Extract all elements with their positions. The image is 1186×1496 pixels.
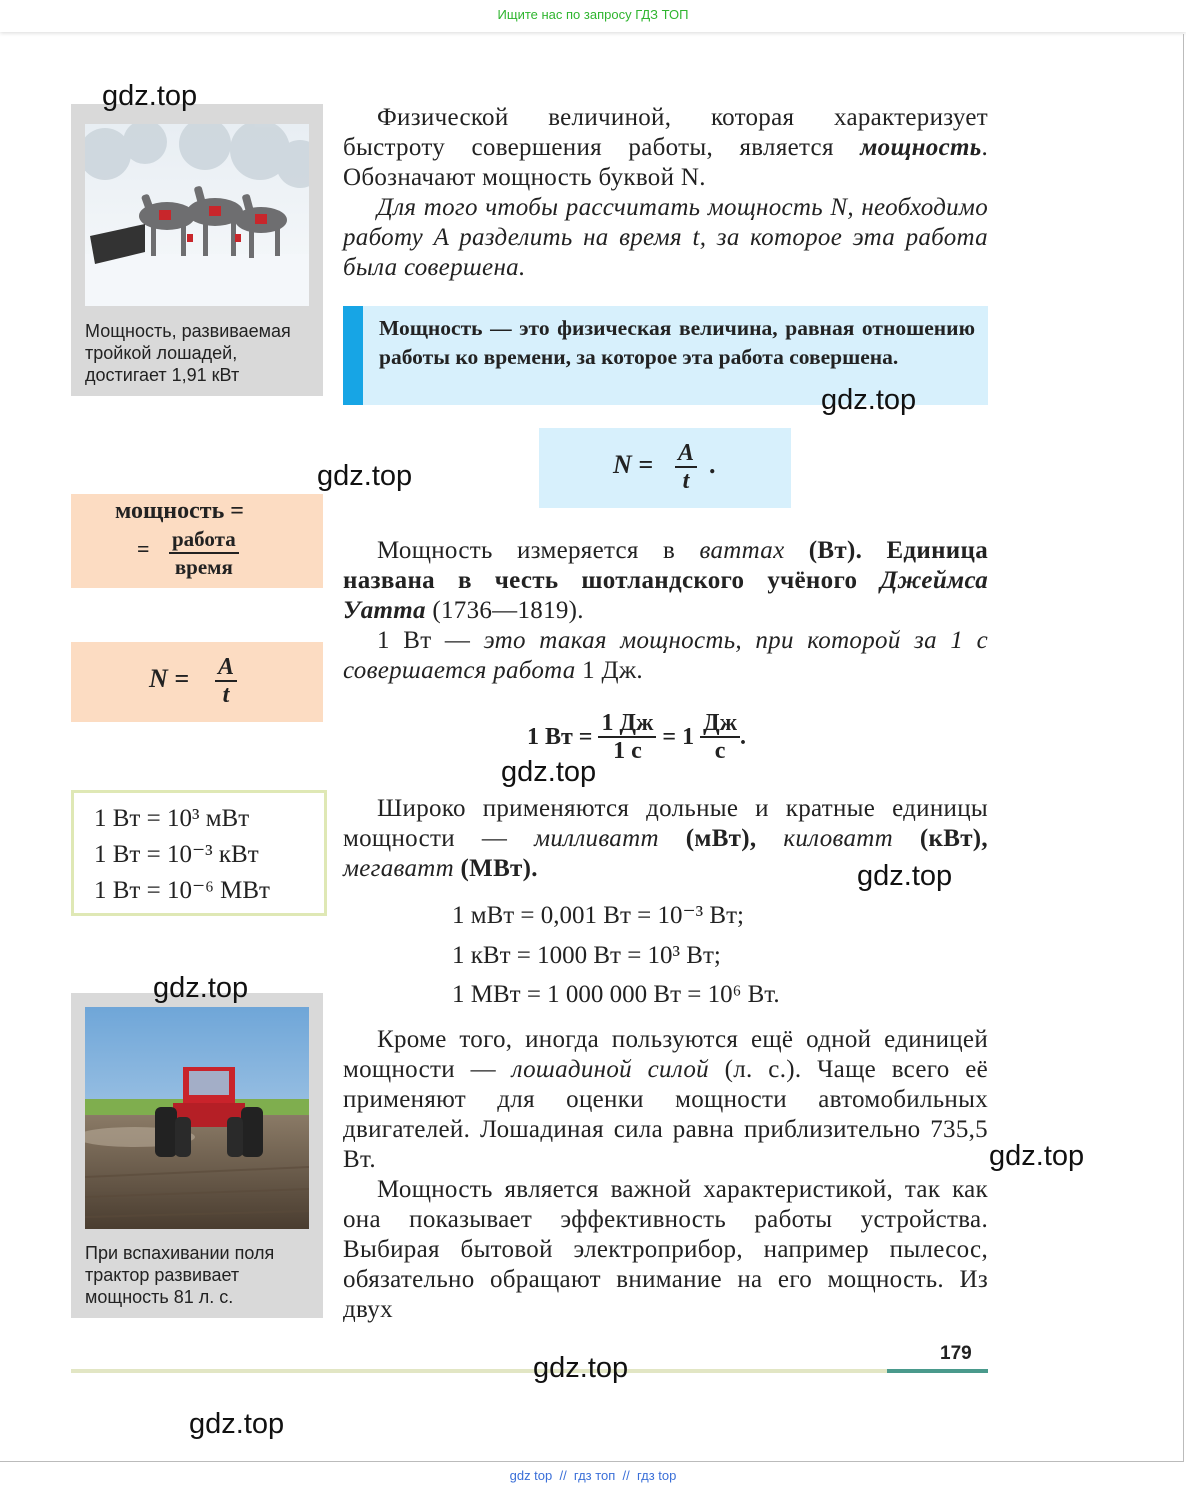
paragraph-definition-intro bbox=[343, 103, 988, 193]
p5-text-d: (МВт). bbox=[454, 855, 538, 882]
symbol-formula-num: A bbox=[215, 654, 237, 682]
watt-formula-num2: Дж bbox=[700, 710, 740, 738]
p4-text-b: это такая мощность, при которой за 1 с совершается работа bbox=[343, 627, 988, 684]
troika-photo bbox=[85, 124, 309, 306]
watt-formula-mid: = 1 bbox=[662, 724, 695, 750]
p3-unit: ваттах bbox=[699, 537, 785, 564]
watt-formula-num1: 1 Дж bbox=[598, 710, 656, 738]
p1-text-a: Физической величиной, которая характеризует быстроту совершения работы, является bbox=[343, 104, 988, 161]
units-box bbox=[71, 790, 327, 916]
p4-text-a: 1 Вт — bbox=[377, 627, 484, 654]
p3-text-b: (Вт). Единица названа в честь шотландского учёного bbox=[343, 537, 988, 594]
main-formula-num: A bbox=[675, 440, 697, 468]
definition-term: Мощность bbox=[379, 316, 483, 340]
top-banner bbox=[0, 0, 1186, 32]
word-formula-den: время bbox=[174, 555, 233, 579]
symbol-formula-box bbox=[71, 642, 323, 722]
p2-text: Для того чтобы рассчитать мощность N, необходимо работу A разделить на время t, за которое эта работа была совершена. bbox=[343, 194, 988, 281]
symbol-formula-fraction bbox=[215, 654, 237, 708]
word-formula-fraction bbox=[169, 526, 239, 580]
paragraph-horsepower bbox=[343, 1025, 988, 1175]
p4-text-c: 1 Дж. bbox=[575, 657, 643, 684]
main-formula-den: t bbox=[682, 468, 690, 494]
photo-box-tractor bbox=[71, 993, 323, 1318]
watermark: gdz.top bbox=[189, 1408, 285, 1440]
watt-formula-frac2 bbox=[700, 710, 740, 764]
paragraph-one-watt bbox=[343, 626, 988, 686]
watermark: gdz.top bbox=[989, 1140, 1085, 1172]
main-formula-end: . bbox=[709, 450, 716, 479]
conversion-line-1: 1 мВт = 0,001 Вт = 10⁻³ Вт; bbox=[452, 902, 744, 929]
page-footer-accent bbox=[887, 1369, 988, 1373]
page-border-right bbox=[1183, 34, 1184, 1462]
p1-term: мощность bbox=[860, 134, 982, 161]
p5-text-c: (кВт), bbox=[892, 825, 988, 852]
word-formula-lhs: мощность = bbox=[115, 498, 244, 524]
tractor-photo bbox=[85, 1007, 309, 1229]
watermark: gdz.top bbox=[501, 756, 597, 788]
watt-formula-end: . bbox=[740, 724, 747, 750]
main-formula-lhs: N = bbox=[613, 450, 654, 479]
word-formula-box bbox=[71, 494, 323, 588]
watt-formula-lhs: 1 Вт = bbox=[527, 724, 593, 750]
unit-line-2: 1 Вт = 10⁻³ кВт bbox=[94, 841, 259, 868]
main-formula-fraction bbox=[675, 440, 697, 494]
watermark: gdz.top bbox=[153, 972, 249, 1004]
p5-text-a: Широко применяются дольные и кратные единицы мощности — bbox=[343, 795, 988, 852]
watermark: gdz.top bbox=[317, 460, 413, 492]
watermark: gdz.top bbox=[857, 860, 953, 892]
p5-megawatt: мегаватт bbox=[343, 855, 454, 882]
p5-kilowatt: киловатт bbox=[783, 825, 893, 852]
paragraph-how-to-calc bbox=[343, 193, 988, 283]
definition-text bbox=[379, 314, 975, 372]
paragraph-importance bbox=[343, 1175, 988, 1325]
watermark: gdz.top bbox=[533, 1352, 629, 1384]
symbol-formula-den: t bbox=[222, 682, 230, 708]
page-border-bottom bbox=[0, 1461, 1184, 1462]
watt-formula-den1: 1 с bbox=[613, 738, 642, 764]
p5-milliwatt: милливатт bbox=[534, 825, 659, 852]
p6-text-a: Кроме того, иногда пользуются ещё одной единицей мощности — bbox=[343, 1026, 988, 1083]
p6-horsepower: лошадиной силой bbox=[511, 1056, 709, 1083]
definition-accent-bar bbox=[343, 306, 363, 405]
watermark: gdz.top bbox=[102, 80, 198, 112]
p1-text-b: . Обозначают мощность буквой N. bbox=[343, 134, 988, 191]
definition-rest: — это физическая величина, равная отношению работы ко времени, за которое эта работа совершена. bbox=[379, 316, 975, 369]
footer-links[interactable]: gdz top // гдз топ // гдз top bbox=[509, 1468, 677, 1483]
word-formula-num: работа bbox=[169, 526, 239, 554]
troika-caption: Мощность, развиваемая тройкой лошадей, достигает 1,91 кВт bbox=[85, 321, 291, 385]
watt-formula-den2: с bbox=[714, 738, 726, 764]
p3-name: Джеймса Уатта bbox=[343, 567, 988, 624]
unit-line-3: 1 Вт = 10⁻⁶ МВт bbox=[94, 877, 270, 904]
paragraph-watt bbox=[343, 536, 988, 626]
watt-formula-frac1 bbox=[598, 710, 656, 764]
photo-box-troika bbox=[71, 104, 323, 396]
p3-text-c: (1736—1819). bbox=[425, 597, 584, 624]
conversion-line-3: 1 МВт = 1 000 000 Вт = 10⁶ Вт. bbox=[452, 981, 780, 1008]
conversion-line-2: 1 кВт = 1000 Вт = 10³ Вт; bbox=[452, 942, 721, 969]
page-footer-line bbox=[71, 1369, 887, 1373]
word-formula-eq: = bbox=[137, 536, 150, 561]
tractor-caption: При вспахивании поля трактор развивает мощность 81 л. с. bbox=[85, 1243, 275, 1307]
unit-line-1: 1 Вт = 10³ мВт bbox=[94, 805, 250, 832]
p3-text-a: Мощность измеряется в bbox=[377, 537, 700, 564]
page-number: 179 bbox=[940, 1343, 972, 1364]
watermark: gdz.top bbox=[821, 384, 917, 416]
p5-text-b: (мВт), bbox=[658, 825, 784, 852]
p7-text: Мощность является важной характеристикой, так как она показывает эффективность работы устройства. Выбирая бытовой электроприбор, например пылесос, обязательно обращают внимание на его мощность. Из двух bbox=[343, 1176, 988, 1323]
banner-text[interactable]: Ищите нас по запросу ГДЗ ТОП bbox=[497, 7, 689, 22]
main-formula-box bbox=[539, 428, 791, 508]
symbol-formula-lhs: N = bbox=[149, 664, 190, 693]
p6-text-b: (л. с.). Чаще всего её применяют для оценки мощности автомобильных двигателей. Лошадиная сила равна приблизительно 735,5 Вт. bbox=[343, 1056, 989, 1173]
